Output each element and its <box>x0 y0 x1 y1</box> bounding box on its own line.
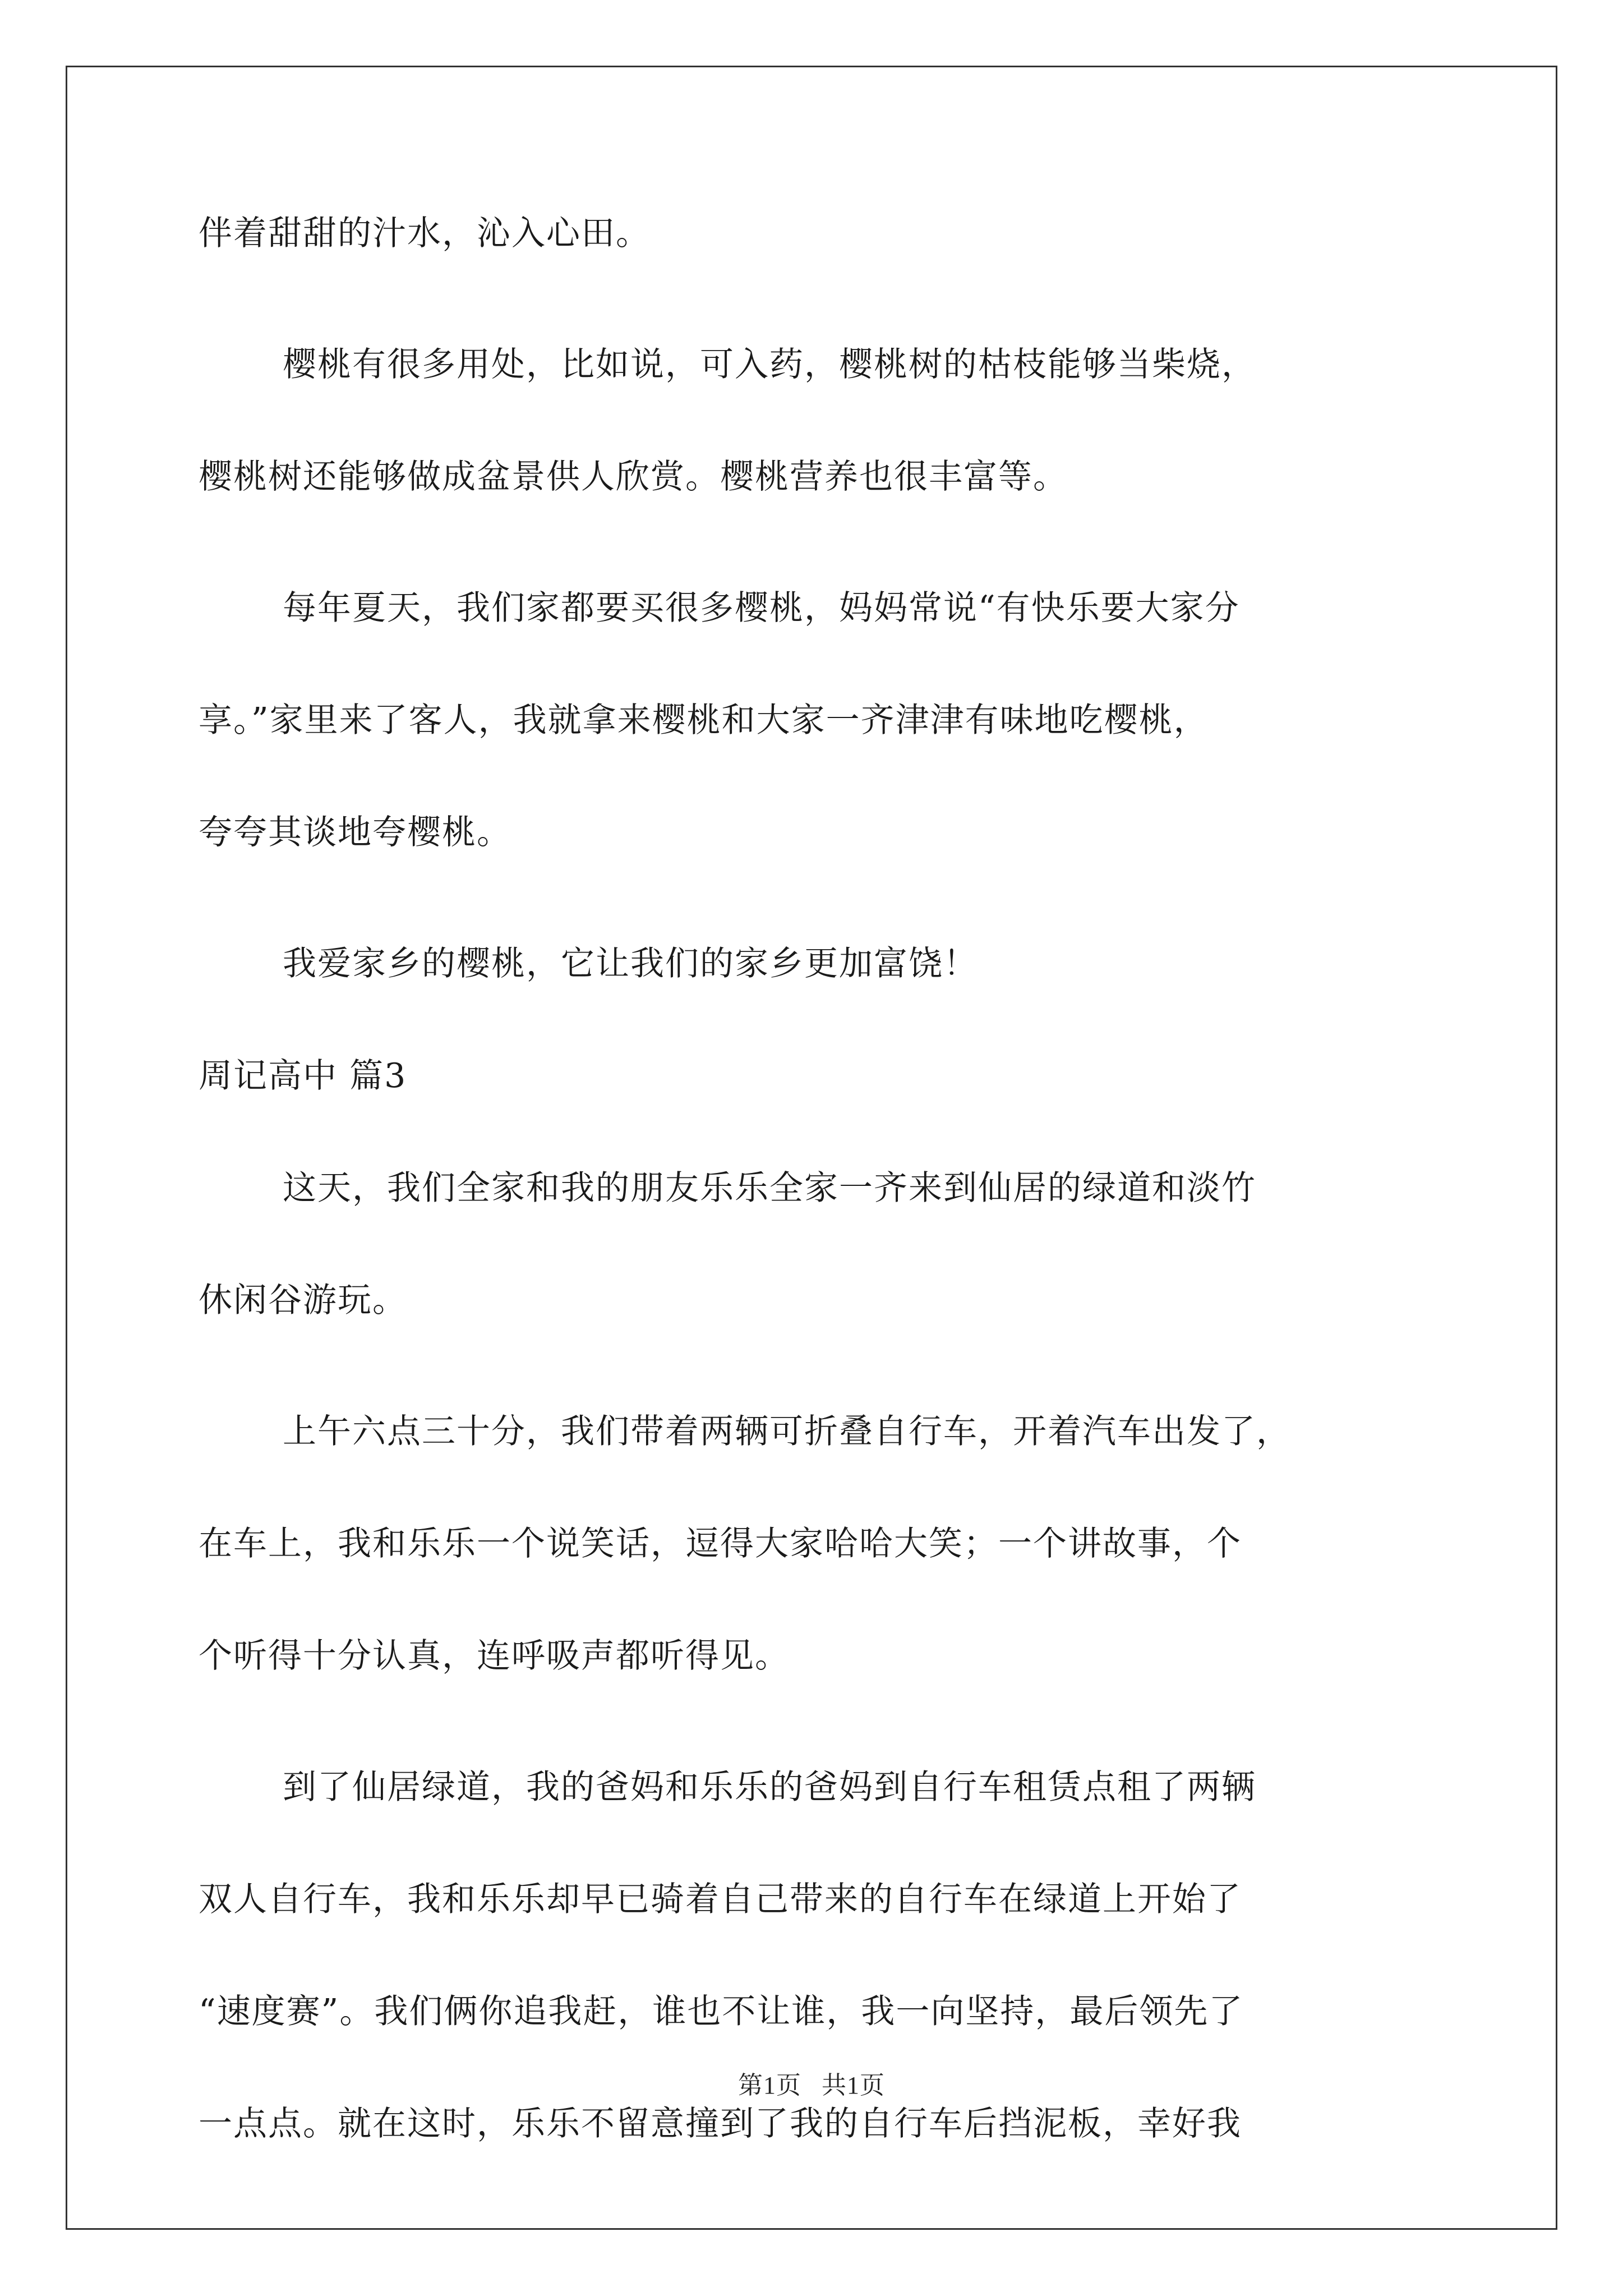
text-line: 个听得十分认真，连呼吸声都听得见。 <box>199 1636 790 1676</box>
page-footer <box>0 2070 1623 2101</box>
page-number-current: 第1页 <box>738 2072 801 2099</box>
text-line: 享。”家里来了客人，我就拿来樱桃和大家一齐津津有味地吃樱桃， <box>199 701 1209 740</box>
page-number-total: 共1页 <box>822 2072 885 2099</box>
text-line: 双人自行车，我和乐乐却早已骑着自己带来的自行车在绿道上开始了 <box>199 1880 1242 1919</box>
text-line: 这天，我们全家和我的朋友乐乐全家一齐来到仙居的绿道和淡竹 <box>283 1168 1256 1208</box>
section-heading: 周记高中 篇3 <box>199 1056 407 1096</box>
text-line: 休闲谷游玩。 <box>199 1281 407 1320</box>
text-line: 每年夏天，我们家都要买很多樱桃，妈妈常说“有快乐要大家分 <box>283 588 1240 628</box>
text-line: “速度赛”。我们俩你追我赶，谁也不让谁，我一向坚持，最后领先了 <box>199 1992 1244 2031</box>
text-line: 樱桃有很多用处，比如说，可入药，樱桃树的枯枝能够当柴烧， <box>283 345 1256 384</box>
text-line: 一点点。就在这时，乐乐不留意撞到了我的自行车后挡泥板，幸好我 <box>199 2104 1242 2143</box>
text-line: 伴着甜甜的汁水，沁入心田。 <box>199 214 651 253</box>
text-line: 上午六点三十分，我们带着两辆可折叠自行车，开着汽车出发了， <box>283 1412 1291 1451</box>
text-line: 夸夸其谈地夸樱桃。 <box>199 813 511 852</box>
text-line: 我爱家乡的樱桃，它让我们的家乡更加富饶！ <box>283 944 978 983</box>
text-line: 在车上，我和乐乐一个说笑话，逗得大家哈哈大笑；一个讲故事，个 <box>199 1524 1242 1563</box>
text-line: 到了仙居绿道，我的爸妈和乐乐的爸妈到自行车租赁点租了两辆 <box>283 1768 1256 1807</box>
text-line: 樱桃树还能够做成盆景供人欣赏。樱桃营养也很丰富等。 <box>199 457 1068 496</box>
